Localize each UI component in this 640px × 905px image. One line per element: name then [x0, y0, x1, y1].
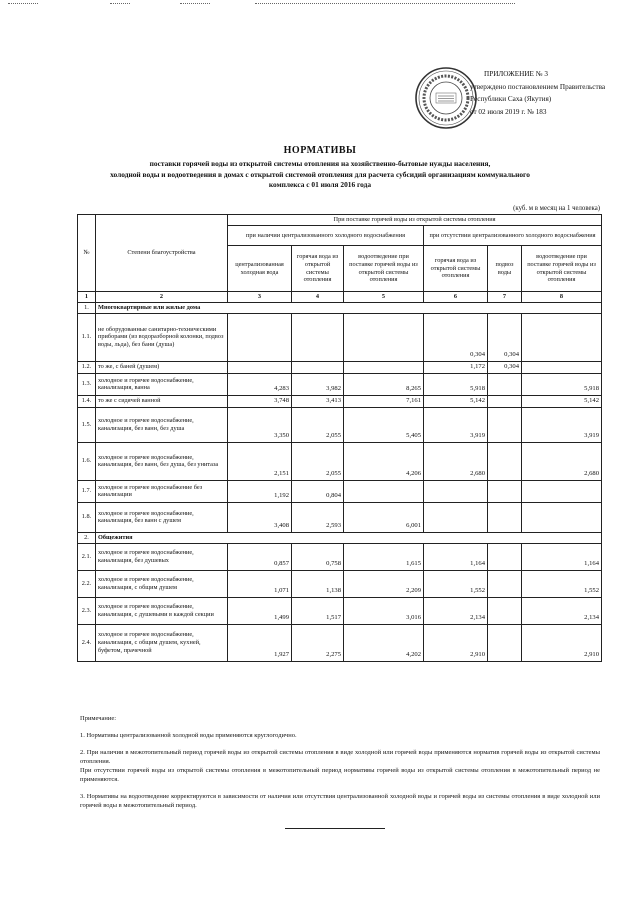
- value-hot-water: 3,982: [292, 373, 344, 395]
- col-number: 8: [522, 292, 602, 303]
- value-cold-water: 1,071: [228, 570, 292, 597]
- value-hot-water-no-central: 0,304: [424, 313, 488, 361]
- value-drainage: 7,161: [344, 395, 424, 407]
- row-description: холодное и горячее водоснабжение, канализация, с общим душем, кухней, буфетом, прачечной: [96, 624, 228, 661]
- header-open-system: При поставке горячей воды из открытой системы отопления: [228, 215, 602, 226]
- col-number: 7: [488, 292, 522, 303]
- value-hot-water-no-central: [424, 502, 488, 532]
- value-hot-water-no-central: 5,918: [424, 373, 488, 395]
- row-description: то же, с баней (душем): [96, 361, 228, 373]
- value-drainage-no-central: [522, 313, 602, 361]
- table-row: [78, 480, 602, 502]
- value-delivered-water: [488, 442, 522, 480]
- value-drainage-no-central: 3,919: [522, 407, 602, 442]
- header-degree: Степени благоустройства: [96, 215, 228, 292]
- value-drainage-no-central: [522, 361, 602, 373]
- col-number: 4: [292, 292, 344, 303]
- row-description: холодное и горячее водоснабжение, канализация, без ванн, без душа: [96, 407, 228, 442]
- table-row: [78, 407, 602, 442]
- subtitle-line: поставки горячей воды из открытой системы отопления на хозяйственно-бытовые нужды населения,: [149, 159, 491, 168]
- value-drainage-no-central: 1,552: [522, 570, 602, 597]
- notes-block: [80, 714, 600, 818]
- header-col5: водоотведение при поставке горячей воды из открытой системы отопления: [344, 246, 424, 292]
- value-drainage-no-central: 5,918: [522, 373, 602, 395]
- table-row: [78, 543, 602, 570]
- value-drainage: 3,016: [344, 597, 424, 624]
- row-number: 1.4.: [78, 395, 96, 407]
- value-hot-water-no-central: 1,552: [424, 570, 488, 597]
- value-drainage-no-central: 5,142: [522, 395, 602, 407]
- row-description: холодное и горячее водоснабжение без канализации: [96, 480, 228, 502]
- value-cold-water: 3,350: [228, 407, 292, 442]
- value-hot-water-no-central: 3,919: [424, 407, 488, 442]
- value-drainage: 8,265: [344, 373, 424, 395]
- notes-heading: Примечание:: [80, 715, 117, 722]
- value-drainage: [344, 313, 424, 361]
- document-subtitle: [36, 159, 604, 191]
- section-row: [78, 302, 602, 313]
- value-delivered-water: [488, 624, 522, 661]
- value-hot-water: 1,138: [292, 570, 344, 597]
- note-3: 3. Нормативы на водоотведение корректируются в зависимости от наличия или отсутствия централизованной холодной воды и горячей воды из системы отопления в виде холодной или горячей воды в межотопительный период.: [80, 793, 600, 809]
- section-no: 2.: [78, 532, 96, 543]
- column-numbers-row: [78, 292, 602, 303]
- row-number: 1.6.: [78, 442, 96, 480]
- value-cold-water: 4,283: [228, 373, 292, 395]
- row-description: холодное и горячее водоснабжение, канализация, ванна: [96, 373, 228, 395]
- value-hot-water: 0,804: [292, 480, 344, 502]
- row-number: 2.2.: [78, 570, 96, 597]
- value-hot-water-no-central: 2,134: [424, 597, 488, 624]
- value-delivered-water: [488, 395, 522, 407]
- row-description: холодное и горячее водоснабжение, канализация, без душевых: [96, 543, 228, 570]
- units-label: (куб. м в месяц на 1 человека): [513, 205, 600, 212]
- row-number: 1.1.: [78, 313, 96, 361]
- value-hot-water-no-central: 5,142: [424, 395, 488, 407]
- value-cold-water: 2,151: [228, 442, 292, 480]
- row-number: 1.5.: [78, 407, 96, 442]
- value-drainage: 5,405: [344, 407, 424, 442]
- subtitle-line: холодной воды и водоотведения в домах с открытой системой отопления для расчета субсидий организациям коммунального: [110, 169, 530, 179]
- value-cold-water: 1,192: [228, 480, 292, 502]
- row-number: 1.8.: [78, 502, 96, 532]
- header-col4: горячая вода из открытой системы отопления: [292, 246, 344, 292]
- table-row: [78, 313, 602, 361]
- scan-artifact: [180, 3, 210, 4]
- value-hot-water-no-central: 1,172: [424, 361, 488, 373]
- value-drainage: [344, 480, 424, 502]
- section-row: [78, 532, 602, 543]
- row-number: 1.3.: [78, 373, 96, 395]
- value-hot-water: 2,275: [292, 624, 344, 661]
- appendix-date: от 02 июля 2019 г. № 183: [470, 107, 547, 116]
- value-hot-water: 1,517: [292, 597, 344, 624]
- section-no: 1.: [78, 302, 96, 313]
- appendix-republic: Республики Саха (Якутия): [470, 95, 552, 103]
- value-cold-water: [228, 361, 292, 373]
- value-cold-water: [228, 313, 292, 361]
- col-number: 5: [344, 292, 424, 303]
- value-drainage-no-central: 1,164: [522, 543, 602, 570]
- value-delivered-water: [488, 570, 522, 597]
- table-row: [78, 624, 602, 661]
- appendix-block: [470, 68, 635, 118]
- value-cold-water: 1,927: [228, 624, 292, 661]
- row-number: 2.1.: [78, 543, 96, 570]
- row-description: не оборудованные санитарно-техническими приборами (из водоразборной колонки, подвоз воды, льда), без бани (душа): [96, 313, 228, 361]
- table-row: [78, 502, 602, 532]
- row-description: холодное и горячее водоснабжение, канализация, без ванн с душем: [96, 502, 228, 532]
- value-drainage: [344, 361, 424, 373]
- table-row: [78, 361, 602, 373]
- header-col8: водоотведение при поставке горячей воды из открытой системы отопления: [522, 246, 602, 292]
- value-cold-water: 0,857: [228, 543, 292, 570]
- scan-artifact: [255, 3, 515, 4]
- value-hot-water: 2,055: [292, 442, 344, 480]
- appendix-approved: утверждено постановлением Правительства: [470, 82, 606, 91]
- separator-line: [285, 828, 385, 829]
- value-hot-water: 2,593: [292, 502, 344, 532]
- value-drainage-no-central: [522, 480, 602, 502]
- value-delivered-water: [488, 543, 522, 570]
- header-col7: подвоз воды: [488, 246, 522, 292]
- table-row: [78, 442, 602, 480]
- value-drainage-no-central: [522, 502, 602, 532]
- section-name: Общежития: [96, 532, 602, 543]
- note-2: 2. При наличии в межотопительный период горячей воды из открытой системы отопления в виде холодной или горячей воды применяются норматив горячей воды из открытой системы отопления.: [80, 749, 600, 765]
- table-row: [78, 597, 602, 624]
- col-number: 6: [424, 292, 488, 303]
- note-2b: При отсутствии горячей воды из открытой системы отопления в межотопительный период нормативы горячей воды из открытой системы отопления в межотопительный период не применяются.: [80, 767, 600, 783]
- value-cold-water: 3,748: [228, 395, 292, 407]
- row-description: холодное и горячее водоснабжение, канализация, без ванн, без душа, без унитаза: [96, 442, 228, 480]
- value-hot-water: 2,055: [292, 407, 344, 442]
- row-number: 2.4.: [78, 624, 96, 661]
- value-hot-water-no-central: [424, 480, 488, 502]
- value-hot-water: 0,758: [292, 543, 344, 570]
- col-number: 3: [228, 292, 292, 303]
- value-delivered-water: [488, 480, 522, 502]
- norms-table: [77, 214, 602, 662]
- value-hot-water-no-central: 2,910: [424, 624, 488, 661]
- header-no: №: [78, 215, 96, 292]
- header-col3: централизованная холодная вода: [228, 246, 292, 292]
- row-number: 1.7.: [78, 480, 96, 502]
- value-hot-water: 3,413: [292, 395, 344, 407]
- value-cold-water: 1,499: [228, 597, 292, 624]
- value-drainage: 2,209: [344, 570, 424, 597]
- table-row: [78, 395, 602, 407]
- value-drainage: 4,202: [344, 624, 424, 661]
- value-delivered-water: 0,304: [488, 313, 522, 361]
- value-hot-water: [292, 313, 344, 361]
- value-drainage-no-central: 2,134: [522, 597, 602, 624]
- note-1: 1. Нормативы централизованной холодной воды применяются круглогодично.: [80, 732, 297, 739]
- value-drainage-no-central: 2,910: [522, 624, 602, 661]
- row-description: холодное и горячее водоснабжение, канализация, с общим душем: [96, 570, 228, 597]
- value-hot-water: [292, 361, 344, 373]
- row-number: 1.2.: [78, 361, 96, 373]
- table-row: [78, 373, 602, 395]
- value-drainage: 4,206: [344, 442, 424, 480]
- scan-artifact: [110, 3, 130, 4]
- scan-artifact: [8, 3, 38, 4]
- row-number: 2.3.: [78, 597, 96, 624]
- col-number: 2: [96, 292, 228, 303]
- row-description: холодное и горячее водоснабжение, канализация, с душевыми в каждой секции: [96, 597, 228, 624]
- official-seal-icon: [414, 66, 478, 130]
- value-drainage-no-central: 2,680: [522, 442, 602, 480]
- subtitle-line: комплекса с 01 июля 2016 года: [268, 180, 372, 189]
- value-delivered-water: [488, 407, 522, 442]
- value-hot-water-no-central: 2,680: [424, 442, 488, 480]
- value-delivered-water: 0,304: [488, 361, 522, 373]
- value-drainage: 6,001: [344, 502, 424, 532]
- header-with-central: при наличии централизованного холодного водоснабжения: [228, 226, 424, 246]
- value-drainage: 1,615: [344, 543, 424, 570]
- value-hot-water-no-central: 1,164: [424, 543, 488, 570]
- col-number: 1: [78, 292, 96, 303]
- header-without-central: при отсутствии централизованного холодного водоснабжения: [424, 226, 602, 246]
- row-description: то же с сидячей ванной: [96, 395, 228, 407]
- document-title: НОРМАТИВЫ: [283, 145, 357, 156]
- value-delivered-water: [488, 502, 522, 532]
- value-cold-water: 3,408: [228, 502, 292, 532]
- value-delivered-water: [488, 597, 522, 624]
- header-col6: горячая вода из открытой системы отопления: [424, 246, 488, 292]
- appendix-title: ПРИЛОЖЕНИЕ № 3: [484, 70, 548, 78]
- table-row: [78, 570, 602, 597]
- section-name: Многоквартирные или жилые дома: [96, 302, 602, 313]
- value-delivered-water: [488, 373, 522, 395]
